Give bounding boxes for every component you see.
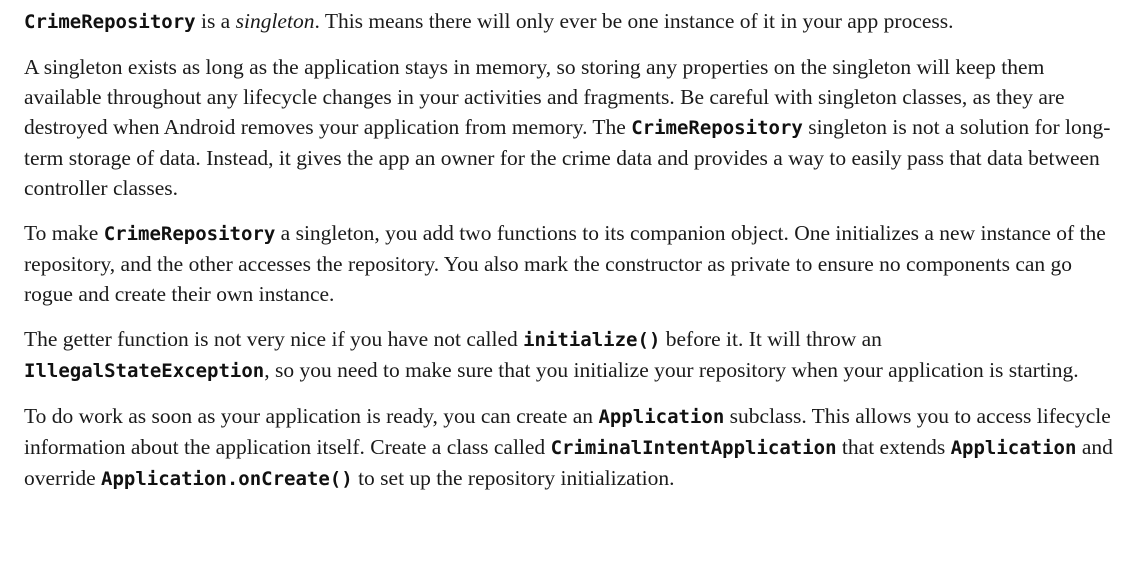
code-crime-repository: CrimeRepository	[631, 117, 803, 139]
paragraph-make-singleton	[24, 218, 1113, 309]
paragraph-application-subclass	[24, 401, 1113, 494]
code-initialize: initialize()	[523, 329, 661, 351]
text-segment: and override	[24, 435, 1113, 490]
paragraph-singleton-intro	[24, 6, 1113, 37]
text-segment: before it. It will throw an	[660, 327, 882, 351]
text-segment: , so you need to make sure that you initialize your repository when your application is starting.	[264, 358, 1079, 382]
text-segment: subclass. This allows you to access lifecycle information about the application itself. Create a class called	[24, 404, 1111, 459]
text-segment: a singleton, you add two functions to its companion object. One initializes a new instance of the repository, and the other accesses the repository. You also mark the constructor as private to ensure no components can go rogue and create their own instance.	[24, 221, 1106, 306]
code-application-on-create: Application.onCreate()	[101, 468, 353, 490]
code-crime-repository: CrimeRepository	[24, 11, 196, 33]
paragraph-getter-function	[24, 324, 1113, 386]
text-segment: To do work as soon as your application is ready, you can create an	[24, 404, 599, 428]
code-illegal-state-exception: IllegalStateException	[24, 360, 265, 382]
code-criminal-intent-application: CriminalIntentApplication	[550, 437, 837, 459]
code-crime-repository: CrimeRepository	[103, 223, 276, 245]
emphasis-singleton: singleton	[235, 9, 315, 33]
text-segment: to set up the repository initialization.	[352, 466, 675, 490]
text-segment: A singleton exists as long as the application stays in memory, so storing any properties on the singleton will keep them available throughout any lifecycle changes in your activities and fragments. Be careful with singleton classes, as they are destroyed when Android removes your application from memory. The	[24, 55, 1065, 139]
paragraph-singleton-lifetime	[24, 52, 1113, 203]
text-segment: To make	[24, 221, 104, 245]
code-application: Application	[598, 406, 725, 428]
text-segment: The getter function is not very nice if you have not called	[24, 327, 524, 351]
text-segment: is a	[195, 9, 236, 33]
code-application: Application	[950, 437, 1077, 459]
text-segment: that extends	[836, 435, 951, 459]
text-segment: singleton is not a solution for long-term storage of data. Instead, it gives the app an owner for the crime data and provides a way to easily pass that data between controller classes.	[24, 115, 1111, 200]
text-segment: . This means there will only ever be one instance of it in your app process.	[314, 9, 954, 33]
